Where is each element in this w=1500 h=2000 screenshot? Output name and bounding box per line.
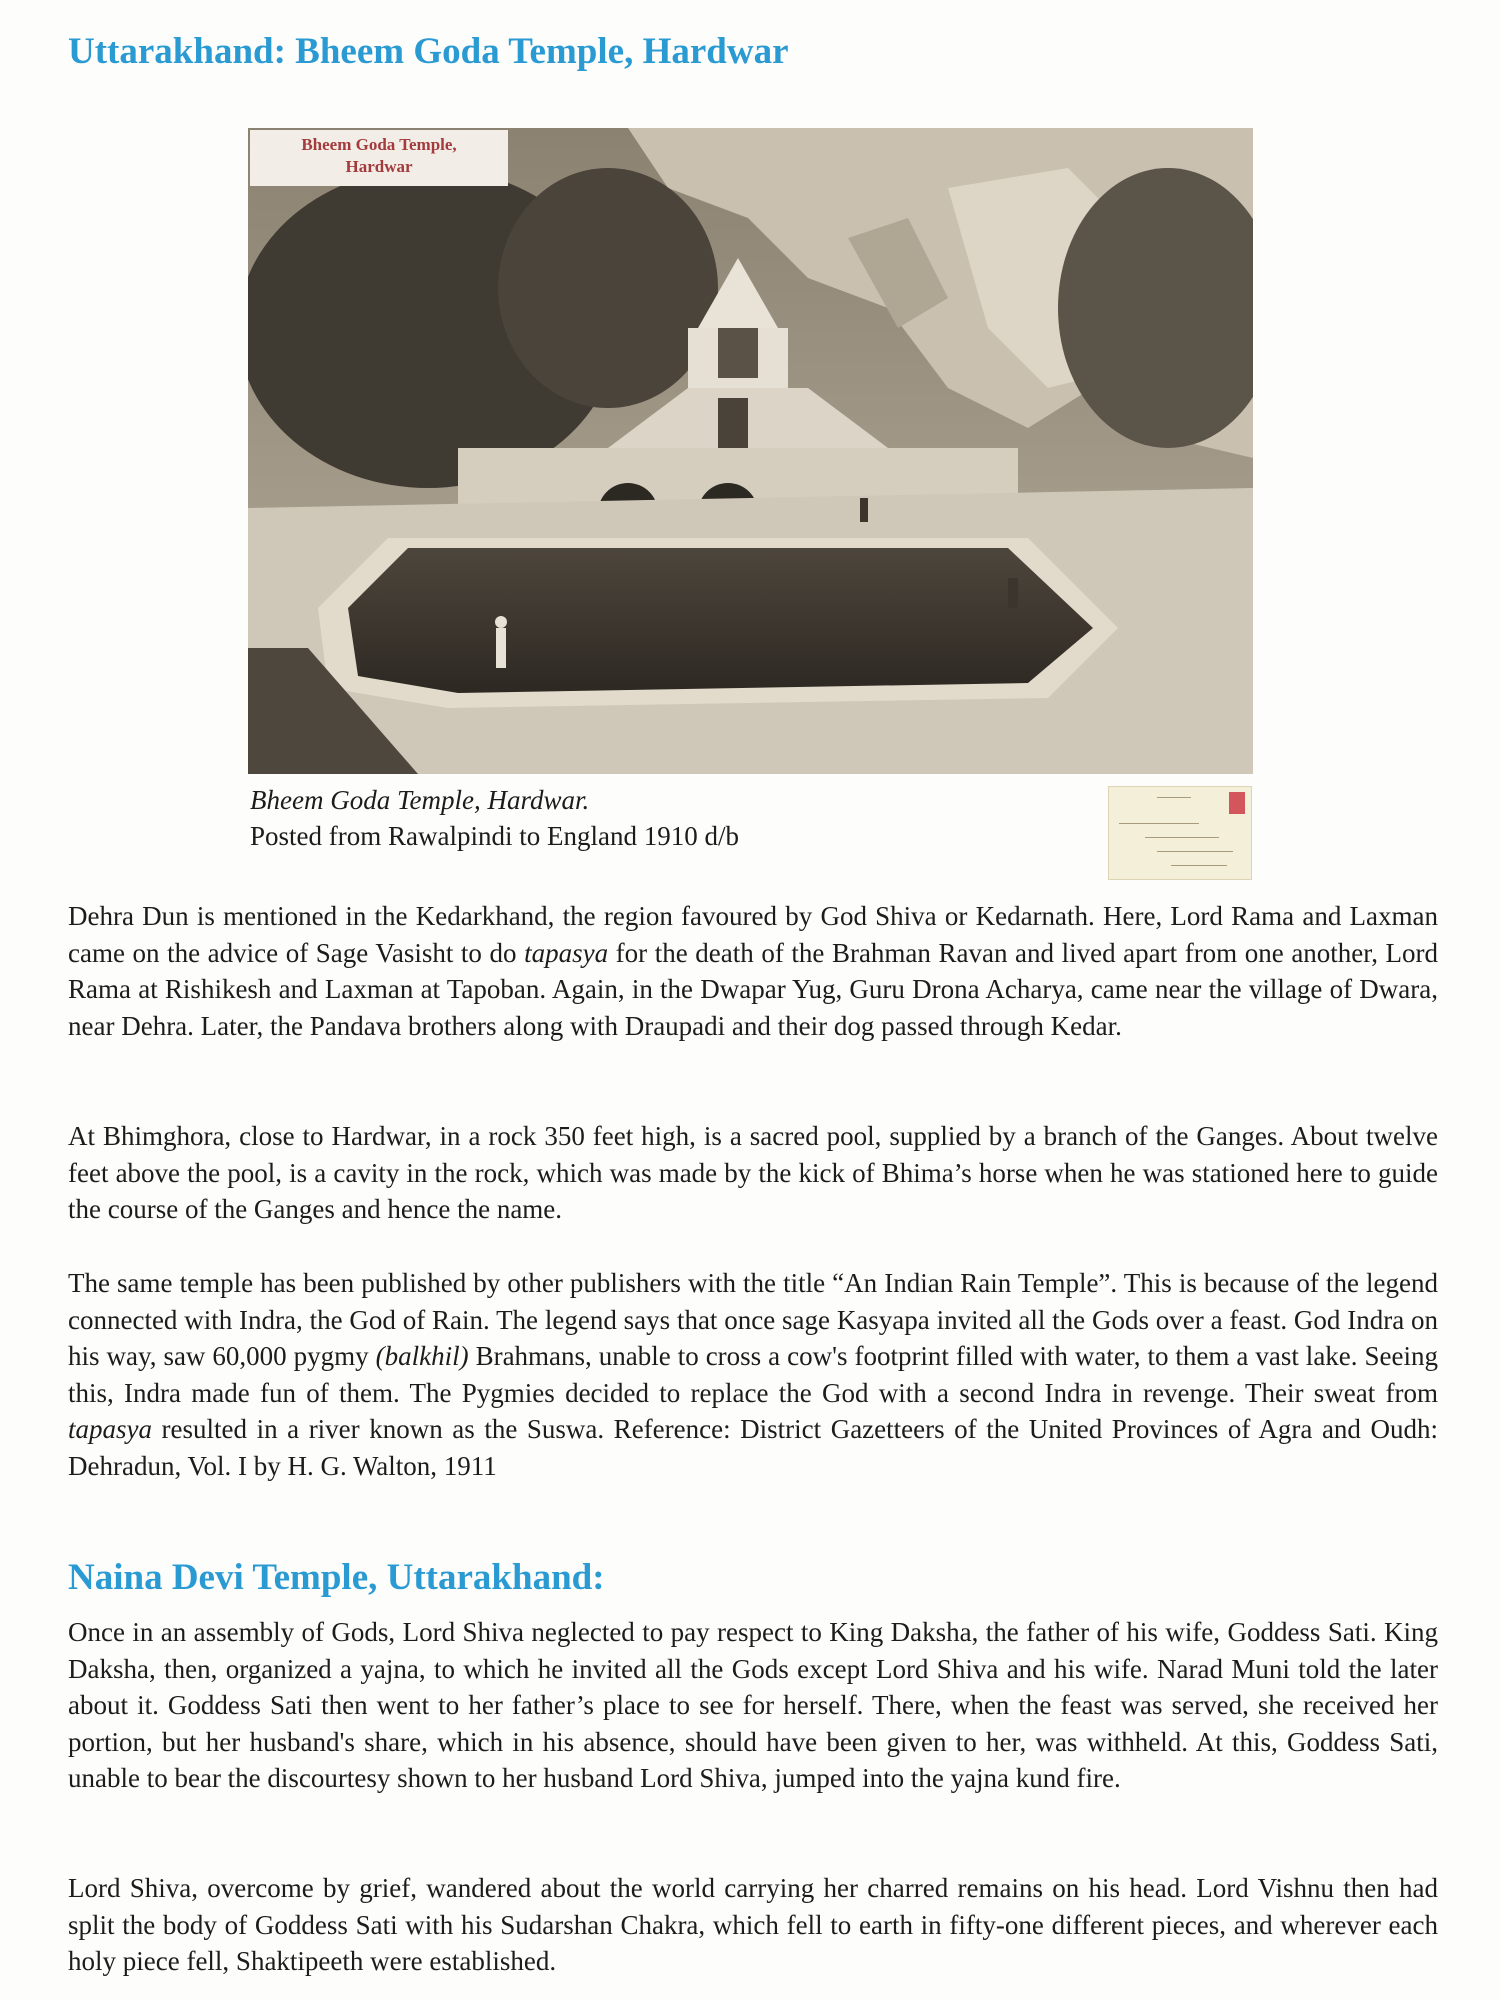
postcard-back-thumbnail: [1108, 786, 1252, 880]
paragraph-kedarkhand: Dehra Dun is mentioned in the Kedarkhand, the region favoured by God Shiva or Kedarnath. Here, Lord Rama and Laxman came on the advice of Sage Vasisht to do tapasya for the death of the Brahman Ravan and lived apart from one another, Lord Rama at Rishikesh and Laxman at Tapoban. Again, in the Dwapar Yug, Guru Drona Acharya, came near the village of Dwara, near Dehra. Later, the Pandava brothers along with Draupadi and their dog passed through Kedar.: [68, 901, 1439, 1041]
caption-posted-info: Posted from Rawalpindi to England 1910 d/b: [250, 821, 739, 851]
paragraph-rain-temple: The same temple has been published by other publishers with the title “An Indian Rain Temple”. This is because of the legend connected with Indra, the God of Rain. The legend says that once sage Kasyapa invited all the Gods over a feast. God Indra on his way, saw 60,000 pygmy (balkhil) Brahmans, unable to cross a cow's footprint filled with water, to them a vast lake. Seeing this, Indra made fun of them. The Pygmies decided to replace the God with a second Indra in revenge. Their sweat from tapasya resulted in a river known as the Suswa. Reference: District Gazetteers of the United Provinces of Agra and Oudh: Dehradun, Vol. I by H. G. Walton, 1911: [68, 1268, 1438, 1481]
paragraph-bhimghora: At Bhimghora, close to Hardwar, in a rock 350 feet high, is a sacred pool, supplied by a branch of the Ganges. About twelve feet above the pool, is a cavity in the rock, which was made by the kick of Bhima’s horse when he was stationed here to guide the course of the Ganges and hence the name.: [68, 1121, 1438, 1224]
section-heading-naina-devi: Naina Devi Temple, Uttarakhand:: [68, 1557, 605, 1598]
postcard-title-label: [250, 130, 508, 186]
postcard-title-line1: Bheem Goda Temple,: [301, 135, 457, 154]
caption-title: Bheem Goda Temple, Hardwar.: [250, 785, 590, 815]
paragraph-shaktipeeth: Lord Shiva, overcome by grief, wandered about the world carrying her charred remains on his head. Lord Vishnu then had split the body of Goddess Sati with his Sudarshan Chakra, which fell to earth in fifty-one different pieces, and wherever each holy piece fell, Shaktipeeth were established.: [68, 1873, 1438, 1976]
temple-pool-photo: [248, 128, 1253, 774]
paragraph-daksha-yajna: Once in an assembly of Gods, Lord Shiva neglected to pay respect to King Daksha, the father of his wife, Goddess Sati. King Daksha, then, organized a yajna, to which he invited all the Gods except Lord Shiva and his wife. Narad Muni told the later about it. Goddess Sati then went to her father’s place to see for herself. There, when the feast was served, she received her portion, but her husband's share, which in his absence, should have been given to her, was withheld. At this, Goddess Sati, unable to bear the discourtesy shown to her husband Lord Shiva, jumped into the yajna kund fire.: [68, 1617, 1438, 1793]
bheem-goda-postcard-photo: [248, 128, 1253, 774]
photo-caption: [250, 782, 739, 854]
section-heading-bheem-goda: Uttarakhand: Bheem Goda Temple, Hardwar: [68, 31, 789, 72]
postcard-title-line2: Hardwar: [345, 157, 413, 176]
postage-stamp-icon: [1229, 792, 1245, 814]
